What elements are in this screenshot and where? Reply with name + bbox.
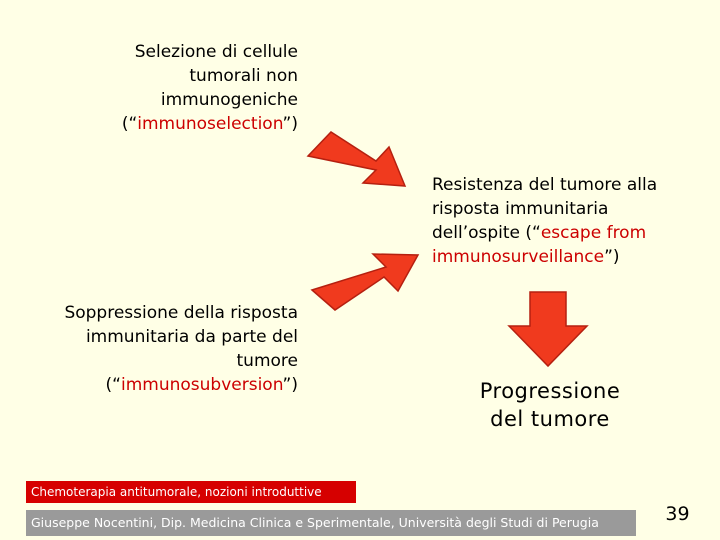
escape-line-1: Resistenza del tumore alla	[432, 175, 658, 195]
immunoselection-line-4	[100, 112, 298, 136]
author-bar: Giuseppe Nocentini, Dip. Medicina Clinica e Sperimentale, Università degli Studi di Perugia	[26, 510, 636, 536]
progression-line-1: Progressione	[479, 379, 621, 403]
quote-close: ”)	[282, 375, 298, 395]
arrow-down-right-icon	[300, 110, 410, 190]
immunoselection-line-2: tumorali non	[189, 66, 298, 86]
arrow-down-icon	[505, 288, 591, 370]
progression-text	[455, 377, 645, 433]
page-number: 39	[665, 503, 690, 525]
immunosubversion-line-1: Soppressione della risposta	[64, 303, 298, 323]
immunoselection-line-3: immunogeniche	[160, 90, 298, 110]
escape-term-part1: escape from	[540, 223, 647, 243]
quote-close: ”)	[282, 114, 298, 134]
escape-term-part2: immunosurveillance	[432, 247, 605, 267]
immunoselection-term: immunoselection	[137, 114, 283, 134]
immunoselection-line-1: Selezione di cellule	[134, 42, 298, 62]
immunoselection-text	[100, 40, 298, 136]
immunosubversion-line-3: tumore	[236, 351, 298, 371]
arrow-up-right-icon	[300, 235, 420, 315]
escape-prefix: dell’ospite (“	[432, 223, 541, 243]
escape-line-2: risposta immunitaria	[432, 199, 609, 219]
quote-open: (“	[105, 375, 121, 395]
immunosubversion-line-4	[20, 373, 298, 397]
immunosubversion-term: immunosubversion	[120, 375, 283, 395]
immunosubversion-line-2: immunitaria da parte del	[85, 327, 298, 347]
escape-text	[432, 173, 712, 269]
quote-close: ”)	[604, 247, 620, 267]
quote-open: (“	[121, 114, 138, 134]
escape-line-3	[432, 221, 712, 245]
progression-line-2: del tumore	[490, 407, 610, 431]
immunosubversion-text	[20, 301, 298, 397]
escape-line-4	[432, 245, 712, 269]
course-title-bar: Chemoterapia antitumorale, nozioni introduttive	[26, 481, 356, 503]
